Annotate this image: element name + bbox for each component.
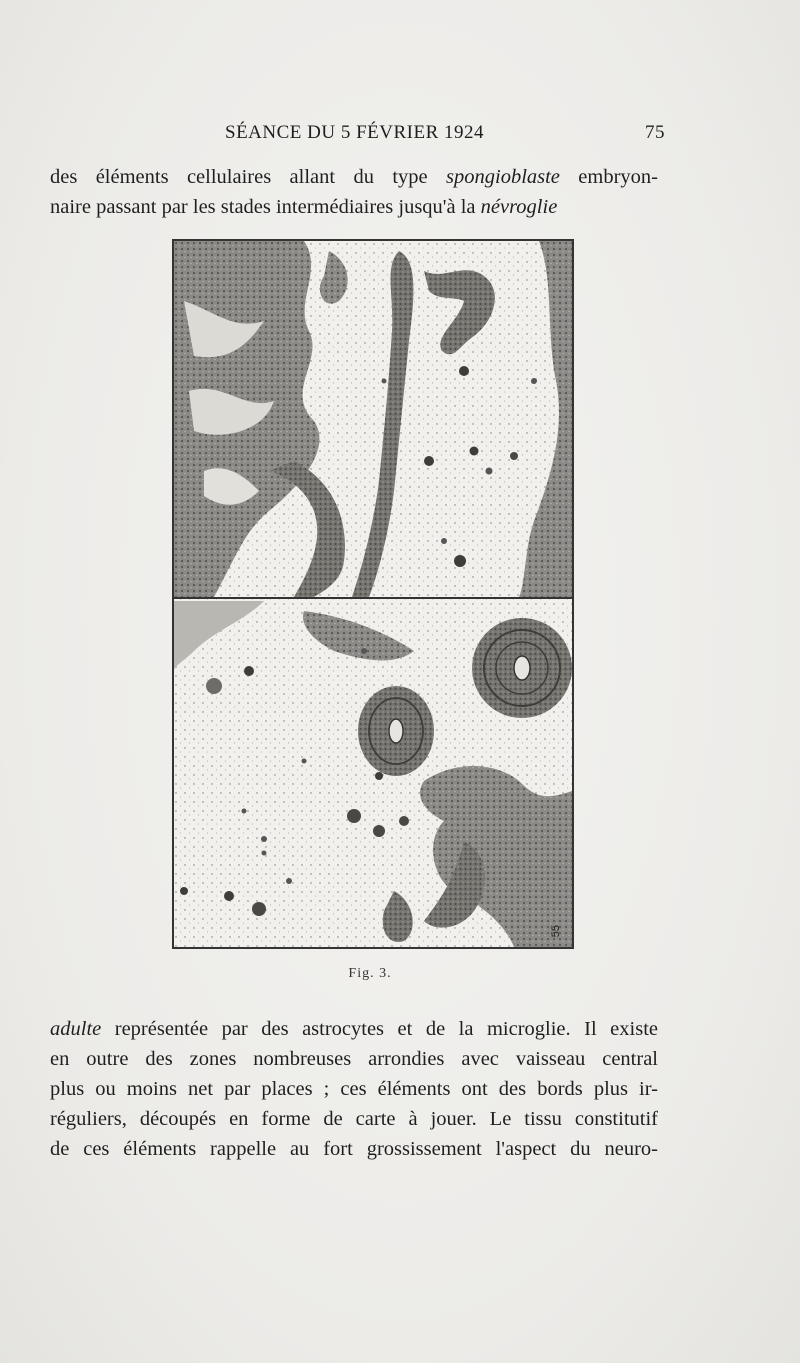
histology-figure	[172, 239, 574, 949]
text-line: des éléments cellulaires allant du type spongioblaste embryon-	[50, 166, 658, 188]
figure-caption: Fig. 3.	[348, 966, 392, 981]
italic-term: spongioblaste	[446, 166, 560, 188]
micrograph-illustration	[174, 241, 572, 947]
italic-term: adulte	[50, 1018, 102, 1040]
text-line: naire passant par les stades intermédiaires jusqu'à la névroglie	[50, 196, 558, 218]
text-line: en outre des zones nombreuses arrondies avec vaisseau central	[50, 1048, 658, 1070]
paragraph-top	[50, 162, 658, 222]
italic-term: névroglie	[480, 196, 558, 218]
text-line: plus ou moins net par places ; ces éléments ont des bords plus ir-	[50, 1078, 658, 1100]
scale-label: 55	[550, 924, 562, 937]
running-head-title: SÉANCE DU 5 FÉVRIER 1924	[225, 122, 485, 143]
upper-panel	[174, 241, 572, 597]
paragraph-bottom	[50, 1014, 658, 1164]
vessel-ring-large	[472, 618, 572, 718]
lower-panel	[174, 599, 572, 947]
text-line: réguliers, découpés en forme de carte à jouer. Le tissu constitutif	[50, 1108, 658, 1130]
text-line: de ces éléments rappelle au fort grossissement l'aspect du neuro-	[50, 1138, 658, 1160]
vessel-ring-small	[358, 686, 434, 776]
running-head	[225, 122, 665, 148]
page-number: 75	[645, 122, 665, 143]
text-line: adulte représentée par des astrocytes et de la microglie. Il existe	[50, 1018, 658, 1040]
